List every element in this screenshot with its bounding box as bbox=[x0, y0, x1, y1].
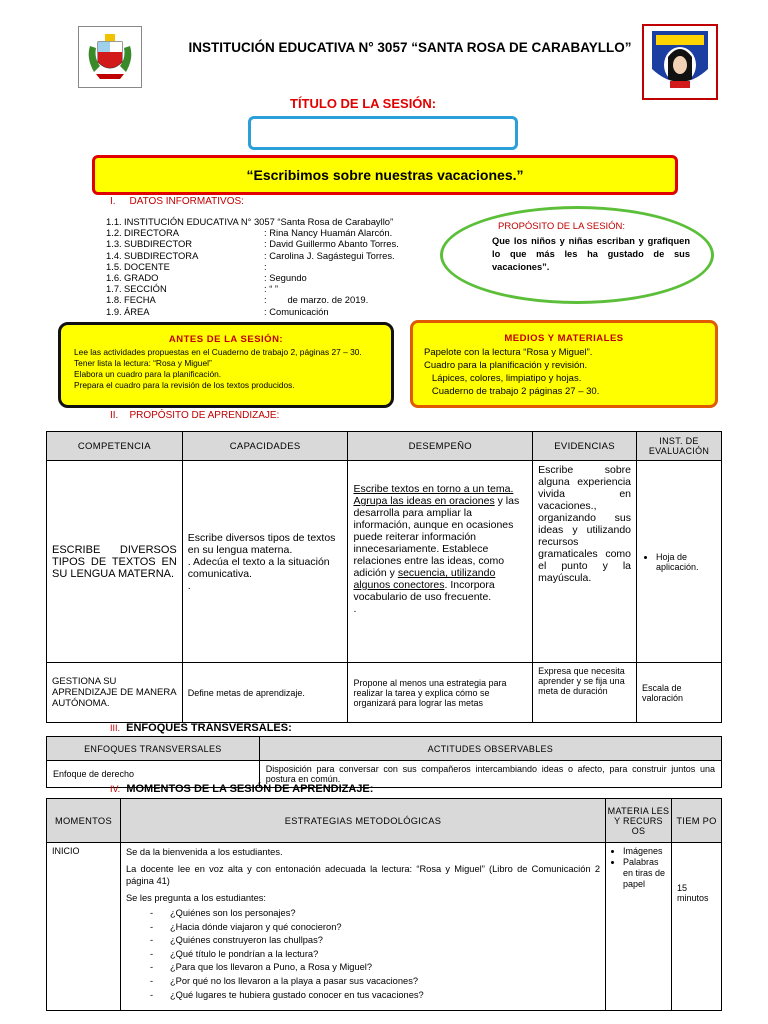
proposito-title: PROPÓSITO DE LA SESIÓN: bbox=[498, 221, 626, 232]
session-title-label: TÍTULO DE LA SESIÓN: bbox=[290, 96, 437, 111]
datos-num: 1.8. bbox=[106, 294, 122, 306]
datos-row bbox=[106, 272, 454, 283]
competencia-row bbox=[47, 461, 722, 663]
momentos-heading bbox=[110, 783, 373, 795]
datos-value: : bbox=[264, 260, 267, 272]
datos-row bbox=[106, 294, 454, 305]
col-header: MOMENTOS bbox=[47, 799, 121, 843]
datos-label: INSTITUCIÓN EDUCATIVA N° 3057 “Santa Rosa de Carabayllo” bbox=[124, 216, 394, 227]
question-item: - ¿Hacia dónde viajaron y qué conocieron? bbox=[149, 921, 342, 932]
enfoques-heading-num: III. bbox=[110, 723, 121, 733]
aprendizaje-heading bbox=[110, 410, 279, 421]
capacidad-text: . Adecúa el texto a la situación comunicativa. bbox=[187, 555, 330, 580]
materiales-list bbox=[611, 846, 666, 890]
coat-of-arms-icon bbox=[86, 32, 134, 82]
datos-num: 1.1. bbox=[106, 216, 122, 227]
antes-content bbox=[74, 347, 391, 391]
datos-label: GRADO bbox=[124, 272, 159, 284]
actitud-cell: Disposición para conversar con sus compañeros intercambiando ideas o afecto, para construir juntos una postura en común. bbox=[259, 761, 721, 788]
datos-row bbox=[106, 306, 454, 317]
datos-row bbox=[106, 238, 454, 249]
instrumento-list bbox=[642, 552, 716, 572]
momentos-heading-text: MOMENTOS DE LA SESIÓN DE APRENDIZAJE: bbox=[126, 783, 374, 795]
datos-value: : Rina Nancy Huamán Alarcón. bbox=[264, 227, 393, 239]
question-item: - ¿Qué título le pondrían a la lectura? bbox=[149, 948, 319, 959]
momento-cell: INICIO bbox=[47, 843, 121, 1011]
question-item: - ¿Quiénes son los personajes? bbox=[149, 908, 296, 918]
antes-box bbox=[58, 322, 394, 408]
proposito-text: Que los niños y niñas escriban y grafiquen lo que más les ha gustado de sus vacaciones”. bbox=[492, 236, 690, 272]
desempeno-text bbox=[353, 483, 527, 603]
desempeno-text: . bbox=[353, 603, 357, 615]
question-item: - ¿Por qué no los llevaron a la playa a pasar sus vacaciones? bbox=[149, 975, 419, 986]
datos-value: : Carolina J. Sagástegui Torres. bbox=[264, 249, 395, 261]
question-item: - ¿Quiénes construyeron las chullpas? bbox=[149, 935, 323, 946]
competencias-table bbox=[46, 431, 722, 723]
datos-value: : David Guillermo Abanto Torres. bbox=[264, 238, 399, 250]
datos-value: : “ ” bbox=[264, 283, 279, 295]
datos-num: 1.7. bbox=[106, 283, 122, 295]
datos-num: 1.3. bbox=[106, 238, 122, 250]
medios-line: Cuadro para la planificación y revisión. bbox=[424, 360, 588, 371]
antes-line: Prepara el cuadro para la revisión de los textos producidos. bbox=[74, 380, 295, 390]
question-text: ¿Hacia dónde viajaron y qué conocieron? bbox=[169, 921, 342, 932]
datos-row bbox=[106, 216, 454, 227]
col-header: EVIDENCIAS bbox=[533, 432, 637, 461]
antes-line: Lee las actividades propuestas en el Cuaderno de trabajo 2, páginas 27 – 30. bbox=[74, 347, 362, 357]
instrumento-cell: Escala de valoración bbox=[637, 663, 722, 723]
col-header: ACTITUDES OBSERVABLES bbox=[259, 737, 721, 761]
datos-value: : Segundo bbox=[264, 272, 307, 284]
datos-row bbox=[106, 227, 454, 238]
enfoque-cell: Enfoque de derecho bbox=[47, 761, 260, 788]
medios-line: Lápices, colores, limpiatipo y hojas. bbox=[424, 373, 582, 384]
peru-coat-of-arms-logo bbox=[78, 26, 142, 88]
question-item: - ¿Para que los llevaron a Puno, a Rosa y Miguel? bbox=[149, 962, 373, 973]
instrumento-cell bbox=[637, 461, 722, 663]
question-text: ¿Para que los llevaron a Puno, a Rosa y Miguel? bbox=[169, 962, 373, 973]
competencias-header-row bbox=[47, 432, 722, 461]
col-header: DESEMPEÑO bbox=[348, 432, 533, 461]
datos-num: 1.5. bbox=[106, 260, 122, 272]
aprendizaje-heading-text: PROPÓSITO DE APRENDIZAJE: bbox=[129, 410, 280, 421]
col-header: CAPACIDADES bbox=[182, 432, 348, 461]
question-text: ¿Quiénes construyeron las chullpas? bbox=[169, 935, 323, 946]
datos-row bbox=[106, 261, 454, 272]
competencia-cell: ESCRIBE DIVERSOS TIPOS DE TEXTOS EN SU LENGUA MATERNA. bbox=[47, 461, 183, 663]
question-text: ¿Qué título le pondrían a la lectura? bbox=[169, 948, 319, 959]
question-text: ¿Qué lugares te hubiera gustado conocer en tus vacaciones? bbox=[169, 989, 424, 1000]
momentos-header-row bbox=[47, 799, 722, 843]
datos-heading-text: DATOS INFORMATIVOS: bbox=[129, 196, 244, 207]
capacidades-cell: Define metas de aprendizaje. bbox=[182, 663, 348, 723]
competencia-cell: GESTIONA SU APRENDIZAJE DE MANERA AUTÓNOMA. bbox=[47, 663, 183, 723]
col-header: INST. DE EVALUACIÓN bbox=[637, 432, 722, 461]
datos-row bbox=[106, 283, 454, 294]
datos-label: SUBDIRECTORA bbox=[124, 249, 199, 261]
medios-line: Cuaderno de trabajo 2 páginas 27 – 30. bbox=[424, 386, 600, 397]
enfoques-heading-text: ENFOQUES TRANSVERSALES: bbox=[126, 722, 292, 734]
question-text: ¿Quiénes son los personajes? bbox=[169, 908, 296, 918]
evidencia-cell: Escribe sobre alguna experiencia vivida en vacaciones., organizando sus ideas y utilizando recursos gramaticales como el punto y la mayúscula. bbox=[533, 461, 637, 663]
materiales-cell bbox=[606, 843, 672, 1011]
col-header: COMPETENCIA bbox=[47, 432, 183, 461]
tiempo-cell: 15 minutos bbox=[671, 843, 721, 1011]
medios-line: Papelote con la lectura “Rosa y Miguel”. bbox=[424, 347, 593, 358]
estrategia-paragraph: Se da la bienvenida a los estudiantes. bbox=[125, 847, 283, 857]
col-header: ENFOQUES TRANSVERSALES bbox=[47, 737, 260, 761]
evidencia-cell: Expresa que necesita aprender y se fija una meta de duración bbox=[533, 663, 637, 723]
capacidad-text: Escribe diversos tipos de textos en su lengua materna. bbox=[187, 531, 336, 556]
desempeno-plain: y las desarrolla para ampliar la información, aunque en ocasiones puede reiterar información innecesariamente. Establece relaciones entre las ideas, como adición y bbox=[353, 495, 520, 579]
datos-label: SECCIÓN bbox=[124, 283, 167, 295]
antes-title: ANTES DE LA SESIÓN: bbox=[168, 334, 284, 345]
datos-heading-num: I. bbox=[110, 196, 116, 207]
desempeno-underlined: secuencia, utilizando algunos conectores bbox=[353, 567, 496, 591]
session-title-blank-box bbox=[248, 116, 518, 150]
desempeno-cell: Propone al menos una estrategia para realizar la tarea y explica cómo se organizará para lograr las metas bbox=[348, 663, 533, 723]
institution-title: INSTITUCIÓN EDUCATIVA N° 3057 “SANTA ROSA DE CARABAYLLO” bbox=[188, 40, 632, 55]
momento-row bbox=[47, 843, 722, 1011]
session-title-value: “Escribimos sobre nuestras vacaciones.” bbox=[92, 155, 678, 195]
desempeno-underlined: Escribe textos en torno a un tema. bbox=[353, 483, 514, 495]
enfoques-table bbox=[46, 736, 722, 788]
datos-num: 1.9. bbox=[106, 305, 122, 317]
momentos-table bbox=[46, 798, 722, 1011]
datos-list bbox=[106, 216, 454, 317]
desempeno-plain: . Incorpora vocabulario de uso frecuente. bbox=[353, 579, 495, 603]
estrategia-paragraph: Se les pregunta a los estudiantes: bbox=[125, 892, 267, 903]
datos-heading bbox=[110, 196, 244, 207]
col-header: TIEM PO bbox=[671, 799, 721, 843]
datos-num: 1.2. bbox=[106, 227, 122, 239]
estrategias-cell bbox=[120, 843, 605, 1011]
col-header: ESTRATEGIAS METODOLÓGICAS bbox=[120, 799, 605, 843]
antes-line: Tener lista la lectura: “Rosa y Miguel” bbox=[74, 358, 212, 368]
medios-box bbox=[410, 320, 718, 408]
datos-label: FECHA bbox=[124, 294, 156, 306]
question-text: ¿Por qué no los llevaron a la playa a pasar sus vacaciones? bbox=[169, 975, 419, 986]
instrumento-item: • Hoja de aplicación. bbox=[656, 552, 716, 572]
desempeno-cell bbox=[348, 461, 533, 663]
capacidad-text: . bbox=[187, 579, 191, 592]
datos-value: : Comunicación bbox=[264, 305, 329, 317]
desempeno-underlined: Agrupa las ideas en oraciones bbox=[353, 495, 495, 507]
question-item: - ¿Qué lugares te hubiera gustado conocer en tus vacaciones? bbox=[149, 989, 424, 1000]
material-item: • Palabras en tiras de papel bbox=[623, 857, 666, 890]
datos-label: DOCENTE bbox=[124, 260, 170, 272]
crest-icon bbox=[648, 29, 712, 95]
datos-value: : de marzo. de 2019. bbox=[264, 294, 369, 306]
col-header: MATERIA LES Y RECURS OS bbox=[606, 799, 672, 843]
estrategia-paragraph: La docente lee en voz alta y con entonación adecuada la lectura: “Rosa y Miguel” (Libro de Comunicación 2 página 41) bbox=[125, 863, 600, 886]
datos-label: ÁREA bbox=[124, 305, 150, 317]
antes-line: Elabora un cuadro para la planificación. bbox=[74, 369, 222, 379]
datos-num: 1.6. bbox=[106, 272, 122, 284]
medios-content bbox=[424, 346, 715, 398]
competencia-row bbox=[47, 663, 722, 723]
questions-list bbox=[150, 907, 600, 1002]
material-item: • Imágenes bbox=[623, 846, 666, 857]
datos-row bbox=[106, 250, 454, 261]
enfoques-header-row bbox=[47, 737, 722, 761]
datos-label: DIRECTORA bbox=[124, 227, 180, 239]
medios-title: MEDIOS Y MATERIALES bbox=[504, 333, 624, 344]
capacidades-cell bbox=[182, 461, 348, 663]
aprendizaje-heading-num: II. bbox=[110, 410, 119, 421]
school-crest-logo bbox=[642, 24, 718, 100]
enfoques-heading bbox=[110, 722, 292, 734]
datos-num: 1.4. bbox=[106, 249, 122, 261]
momentos-heading-num: IV. bbox=[110, 784, 121, 794]
datos-label: SUBDIRECTOR bbox=[124, 238, 193, 250]
